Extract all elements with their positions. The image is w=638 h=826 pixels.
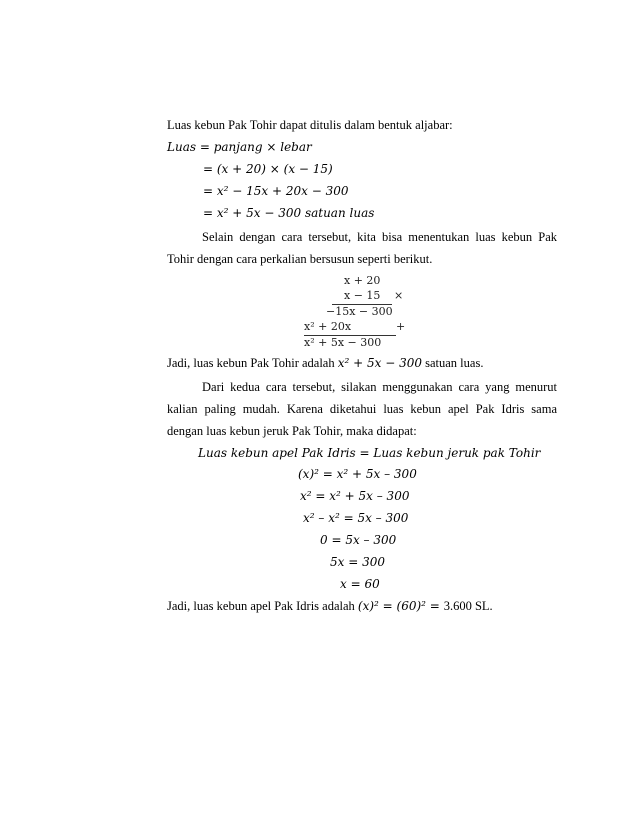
equation-2-line-4: x² – x² = 5x – 300 <box>303 511 409 525</box>
paragraph-2-line-1: Dari kedua cara tersebut, silakan menggunakan cara yang menurut <box>202 380 557 394</box>
equation-2-line-2: (x)² = x² + 5x – 300 <box>298 467 417 481</box>
mult-row-3: −15x − 300 <box>326 305 393 318</box>
equation-2-line-5: 0 = 5x – 300 <box>320 533 397 547</box>
mult-plus-sign: + <box>396 320 406 333</box>
equation-line-4 <box>203 206 374 221</box>
result-2: Jadi, luas kebun apel Pak Idris adalah (x)² = (60)² = 3.600 SL. <box>167 599 493 613</box>
result-1: Jadi, luas kebun Pak Tohir adalah x² + 5x − 300 satuan luas. <box>167 356 484 370</box>
mult-row-2: x − 15 <box>344 289 381 302</box>
mult-times-sign: × <box>394 289 404 302</box>
paragraph-2-line-3: dengan luas kebun jeruk Pak Tohir, maka didapat: <box>167 424 417 438</box>
equation-line-4-math: = x² + 5x − 300 <box>203 206 302 220</box>
equation-2-line-7: x = 60 <box>340 577 380 591</box>
result-1-math: x² + 5x − 300 <box>337 356 422 370</box>
equation-2-line-6: 5x = 300 <box>330 555 385 569</box>
equation-2-line-1: Luas kebun apel Pak Idris = Luas kebun jeruk pak Tohir <box>198 446 541 460</box>
result-2-math: (x)² = (60)² = <box>357 599 444 613</box>
equation-line-2: = (x + 20) × (x − 15) <box>203 162 333 176</box>
equation-line-3: = x² − 15x + 20x − 300 <box>203 184 349 198</box>
equation-line-4-unit: satuan luas <box>301 206 375 220</box>
equation-line-1: Luas = panjang × lebar <box>167 140 312 154</box>
mult-row-4: x² + 20x <box>304 320 352 333</box>
paragraph-1-line-1: Selain dengan cara tersebut, kita bisa menentukan luas kebun Pak <box>202 230 557 244</box>
mult-row-5: x² + 5x − 300 <box>304 336 382 349</box>
paragraph-1-line-2: Tohir dengan cara perkalian bersusun seperti berikut. <box>167 252 433 266</box>
multiplication-figure <box>298 270 418 350</box>
equation-2-line-3: x² = x² + 5x – 300 <box>300 489 410 503</box>
mult-row-1: x + 20 <box>344 274 381 287</box>
intro-text: Luas kebun Pak Tohir dapat ditulis dalam bentuk aljabar: <box>167 118 453 132</box>
paragraph-2-line-2: kalian paling mudah. Karena diketahui luas kebun apel Pak Idris sama <box>167 402 557 416</box>
